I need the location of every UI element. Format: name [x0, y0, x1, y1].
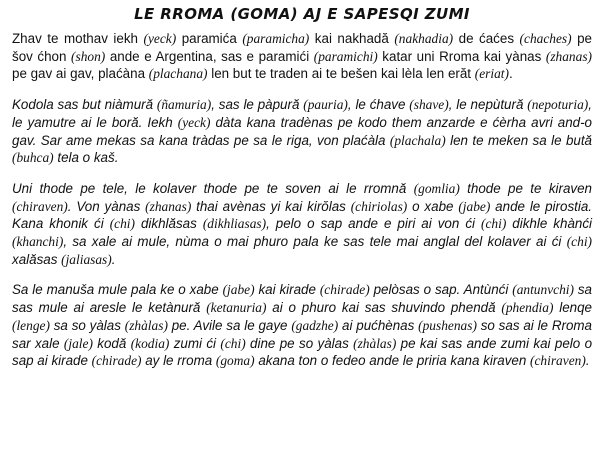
paragraph-text: , le nepùtură [448, 97, 528, 113]
paragraph-text: . [508, 66, 513, 82]
paragraph-text: dikhle khànći [506, 216, 593, 232]
paragraph-text: kai nakhadă [309, 31, 395, 46]
pronunciation-note: (dikhliasas) [202, 216, 267, 232]
pronunciation-note: (plachala) [389, 132, 446, 148]
pronunciation-note: (yeck) [177, 114, 211, 130]
paragraph-4 [12, 281, 592, 370]
paragraph-3 [12, 180, 592, 269]
paragraph-text: sa sas mule ai aresle le ketànură [12, 282, 593, 316]
pronunciation-note: (jale) [63, 335, 93, 351]
pronunciation-note: (kodia) [130, 335, 170, 351]
paragraph-text: sa so yàlas [49, 317, 125, 333]
paragraph-2 [12, 96, 592, 167]
paragraph-text: thai avènas yi kai kirŏlas [191, 198, 351, 214]
pronunciation-note: (chaches) [519, 31, 572, 46]
paragraph-text: . [111, 251, 116, 267]
paragraph-text: ai o phuro kai sas shuvindo phendă [266, 300, 502, 316]
pronunciation-note: (nakhadia) [394, 31, 454, 46]
document-title: LE RROMA (GOMA) AJ E SAPESQI ZUMI [134, 5, 470, 23]
paragraph-1 [12, 30, 592, 83]
pronunciation-note: (plachana) [148, 66, 208, 82]
pronunciation-note: (chiraven) [12, 198, 68, 214]
paragraph-text: ande e Argentina, sas e paramići [105, 48, 314, 64]
paragraph-text: ai pućhènas [338, 317, 419, 333]
paragraph-text: dikhlăsas [134, 216, 203, 232]
paragraph-text: o xabe [407, 198, 459, 214]
pronunciation-note: (khanchi) [12, 234, 64, 250]
pronunciation-note: (antunvchi) [512, 282, 574, 298]
paragraph-text: pe gav ai gav, plaćàna [12, 66, 149, 82]
pronunciation-note: (nepoturia) [527, 97, 589, 113]
paragraph-text: , le ćhave [347, 97, 410, 113]
paragraph-text: , sas le pàpură [211, 97, 304, 113]
pronunciation-note: (ketanuria) [206, 300, 267, 316]
paragraph-text: , pelo o sap ande e piri ai von ći [266, 216, 482, 232]
paragraph-text: pe. Avile sa le gaye [167, 317, 292, 333]
pronunciation-note: (zhanas) [545, 48, 592, 64]
paragraph-text: kai kirade [254, 282, 320, 298]
paragraph-text: len but te traden ai te bešen kai lèla len erăt [207, 66, 475, 82]
paragraph-text: xalăsas [12, 251, 62, 267]
paragraph-text: . Von yànas [67, 198, 146, 214]
pronunciation-note: (shave) [409, 97, 449, 113]
pronunciation-note: (pauria) [303, 97, 348, 113]
pronunciation-note: (zhàlas) [124, 317, 168, 333]
paragraph-text: , sa xale ai mule, nùma o mai phuro pala ke sas tele mai anglal del kolaver ai ći [63, 234, 567, 250]
pronunciation-note: (chi) [566, 234, 592, 250]
paragraph-text: , le yamutre ai le boră. Iekh [12, 97, 592, 130]
pronunciation-note: (paramicha) [242, 31, 310, 46]
paragraph-text: pelòsas o sap. Antùnći [369, 282, 513, 298]
pronunciation-note: (jaliasas) [61, 251, 112, 267]
paragraph-text: de ćaćes [453, 31, 520, 46]
paragraph-text: tela o kaš. [53, 150, 119, 166]
paragraph-text: . [585, 353, 590, 369]
paragraph-text: paramića [176, 31, 243, 46]
paragraph-text: Zhav te mothav iekh [12, 31, 144, 46]
pronunciation-note: (chi) [109, 216, 135, 232]
pronunciation-note: (chi) [220, 335, 246, 351]
paragraph-text: Uni thode pe tele, le kolaver thode pe te soven ai le rromnă [12, 180, 414, 196]
paragraph-text: Sa le manuša mule pala ke o xabe [12, 282, 223, 298]
pronunciation-note: (phendia) [501, 300, 554, 316]
paragraph-text: dine pe so yàlas [245, 335, 354, 351]
pronunciation-note: (yeck) [143, 31, 177, 46]
paragraph-text: lenqe [553, 300, 593, 316]
paragraph-text: thode pe te kiraven [459, 180, 593, 196]
pronunciation-note: (zhàlas) [353, 335, 397, 351]
pronunciation-note: (chiriolas) [350, 198, 408, 214]
paragraph-text: ay le rroma [141, 353, 216, 369]
paragraph-text: pe šov ćhon [12, 31, 593, 64]
paragraph-text: zumi ći [169, 335, 221, 351]
paragraph-text: akana ton o fedeo ande le priria kana kiraven [254, 353, 531, 369]
pronunciation-note: (gomlia) [413, 180, 460, 196]
pronunciation-note: (chirade) [319, 282, 370, 298]
pronunciation-note: (eriat) [474, 66, 509, 82]
pronunciation-note: (goma) [215, 353, 255, 369]
paragraph-text: pe kai sas ande zumi kai pelo o sap ai kirade [12, 335, 593, 369]
pronunciation-note: (zhanas) [145, 198, 192, 214]
paragraph-text: katar uni Rroma kai yànas [377, 48, 546, 64]
paragraph-text: ande le pirostia. Kana khonik ći [12, 198, 592, 232]
pronunciation-note: (paramichi) [313, 48, 378, 64]
pronunciation-note: (jabe) [458, 198, 491, 214]
paragraph-text: kodă [92, 335, 131, 351]
pronunciation-note: (shon) [71, 48, 106, 64]
pronunciation-note: (pushenas) [418, 317, 477, 333]
pronunciation-note: (lenge) [12, 317, 50, 333]
pronunciation-note: (chi) [481, 216, 507, 232]
pronunciation-note: (gadzhe) [291, 317, 339, 333]
paragraph-text: Kodola sas but niàmură [12, 97, 157, 113]
pronunciation-note: (ñamuria) [156, 97, 212, 113]
paragraph-text: so sas ai le Rroma sar xale [12, 317, 592, 351]
pronunciation-note: (chirade) [91, 353, 142, 369]
pronunciation-note: (jabe) [222, 282, 255, 298]
paragraph-text: dàta kana tradènas pe kodo them anzarde e ćèrha avri and-o gav. Sar ame mekas sa kana tràdas pe sa le riga, von plaćàla [12, 114, 592, 148]
pronunciation-note: (chiraven) [530, 353, 586, 369]
pronunciation-note: (buhca) [12, 150, 54, 166]
paragraph-text: len te meken sa le bută [445, 132, 592, 148]
